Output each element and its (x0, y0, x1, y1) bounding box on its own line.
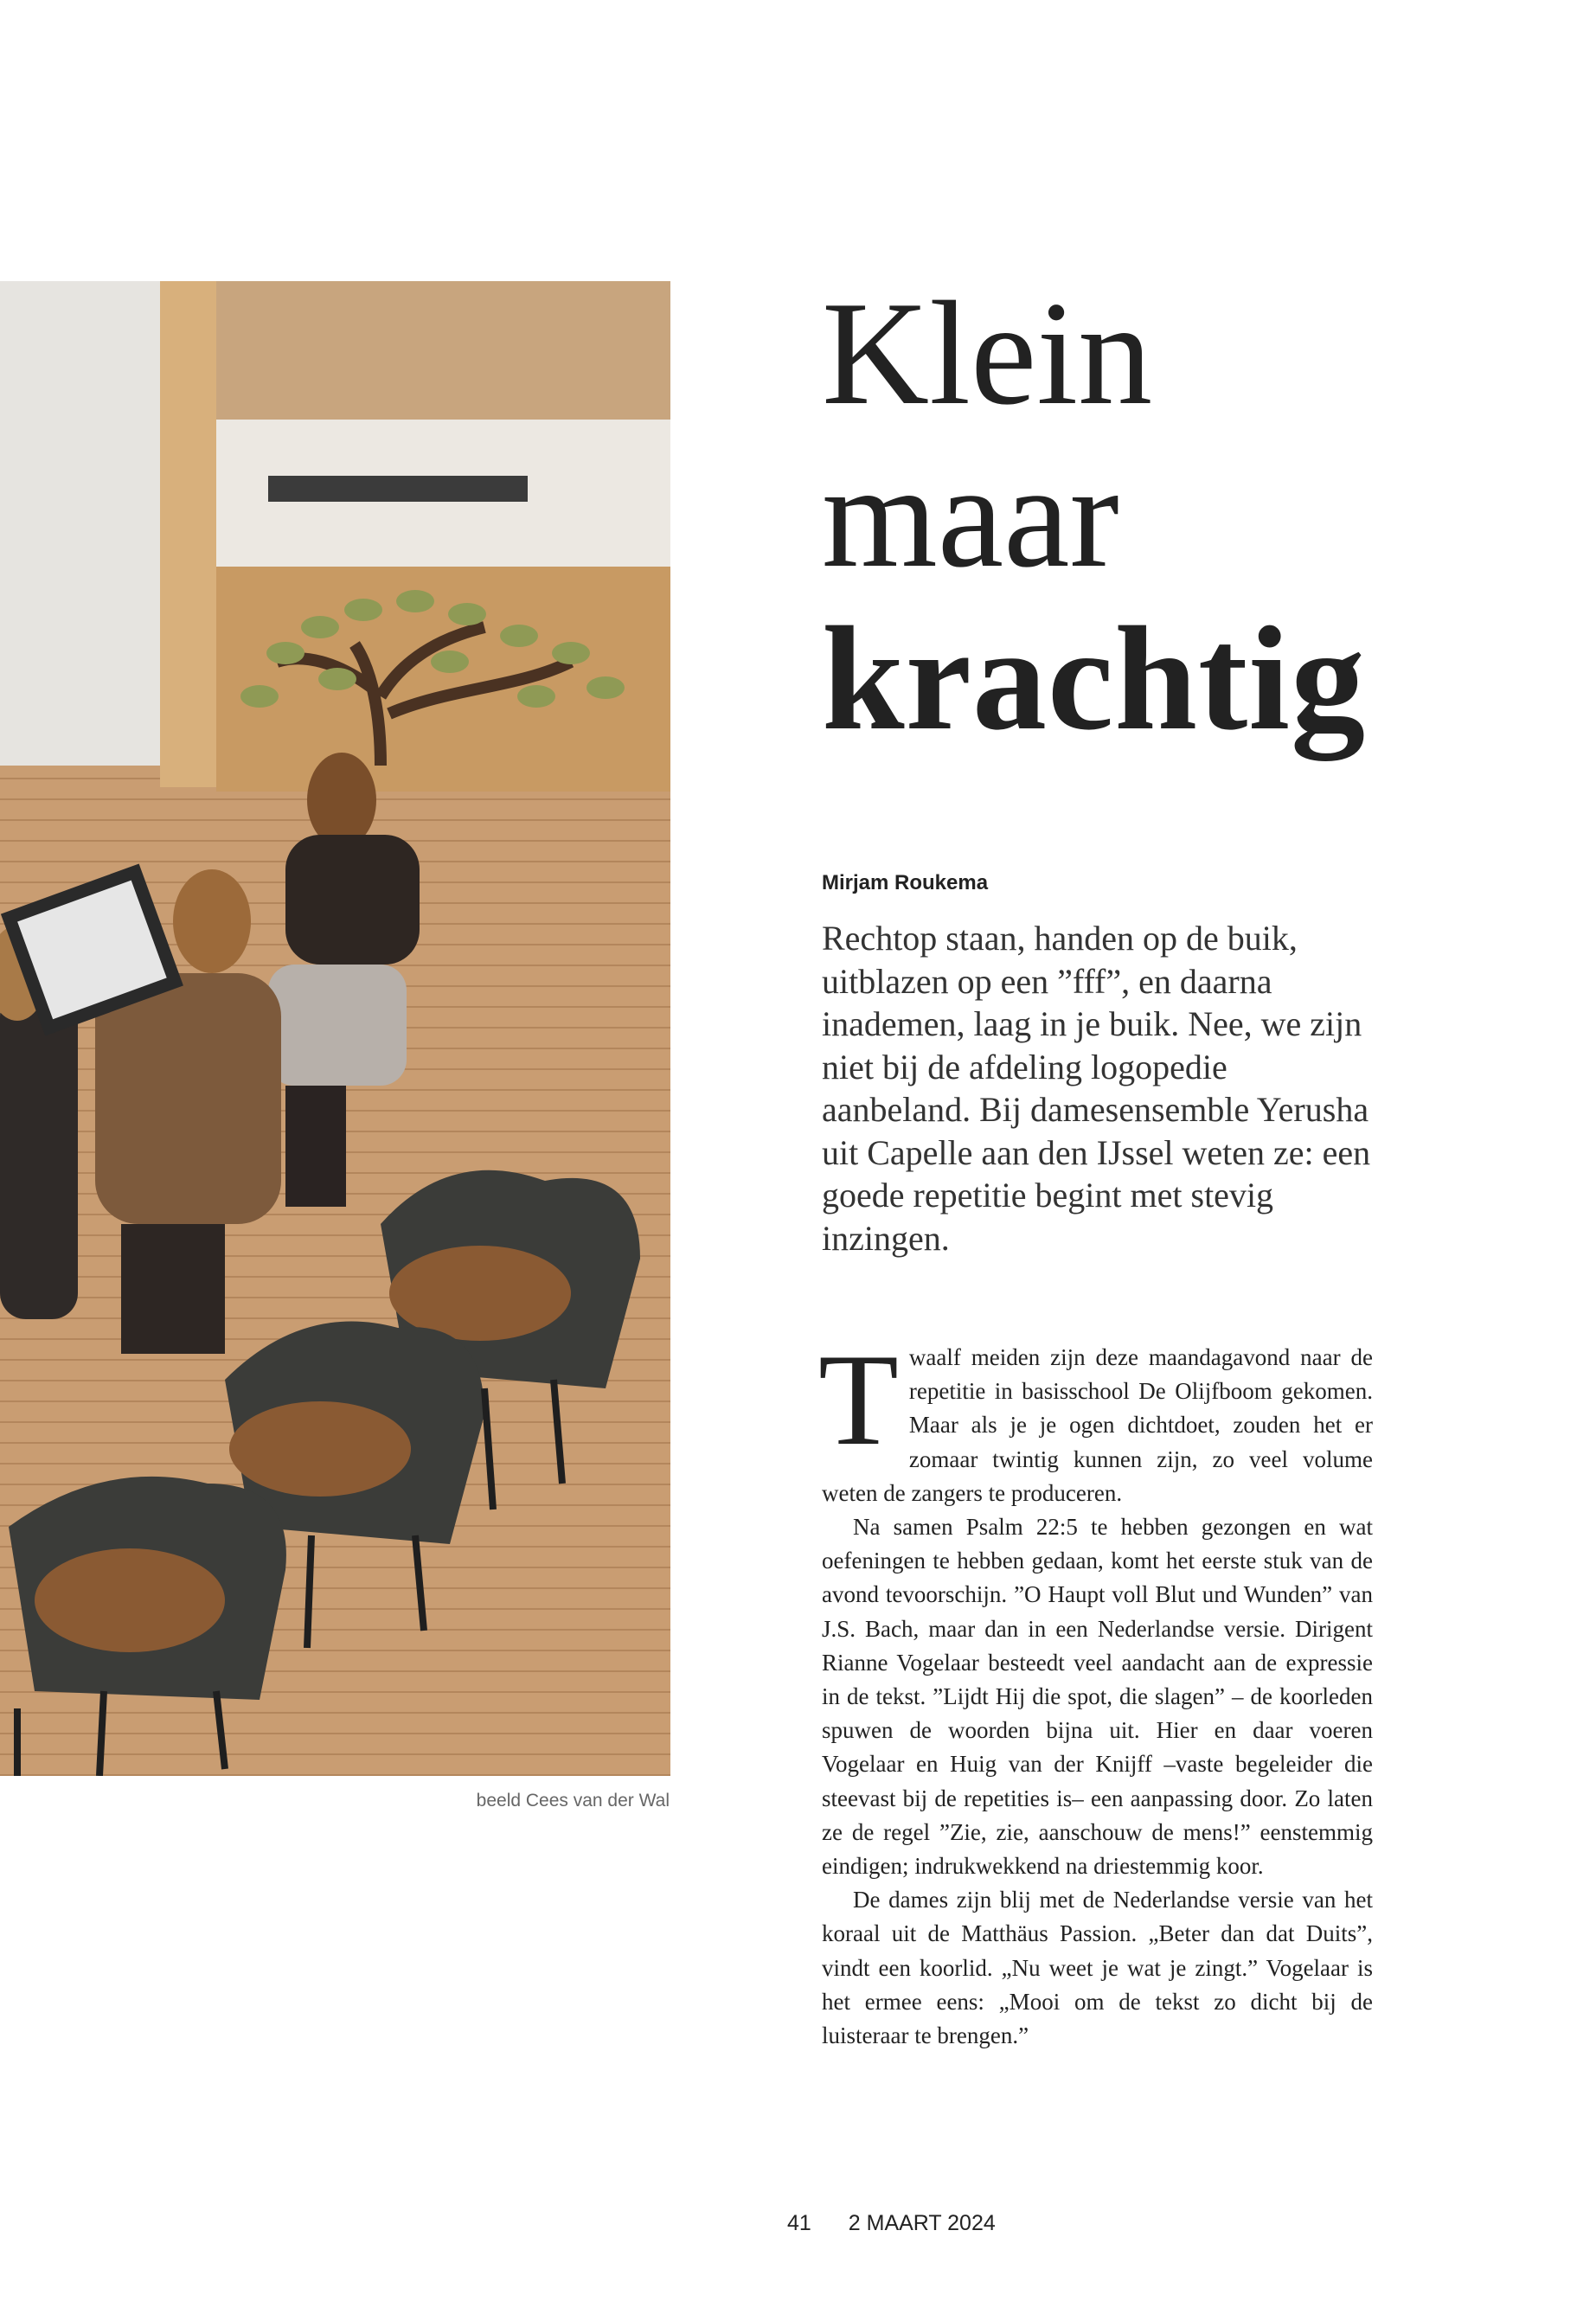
title-line-3: krachtig (822, 597, 1367, 761)
photo-credit: beeld Cees van der Wal (476, 1791, 670, 1811)
lead-paragraph: Rechtop staan, handen op de buik, uitblazen op een ”fff”, en daarna inademen, laag in je buik. Nee, we zijn niet bij de afdeling logopedie aanbeland. Bij damesensemble Yerusha uit Capelle aan den IJssel weten ze: een goede repetitie begint met stevig inzingen. (822, 919, 1371, 1258)
article-photo (0, 281, 670, 1776)
article-title (822, 272, 1566, 760)
body-paragraph-2: Na samen Psalm 22:5 te hebben gezongen en wat oefeningen te hebben gedaan, komt het eerste stuk van de avond tevoorschijn. ”O Haupt voll Blut und Wunden” van J.S. Bach, maar dan in een Nederlandse versie. Dirigent Rianne Vogelaar besteedt veel aandacht aan de expressie in de tekst. ”Lijdt Hij die spot, die slagen” – de koorleden spuwen de woorden bijna uit. Hier en daar voeren Vogelaar en Huig van der Knijff –vaste begeleider die steevast bij de repetities is– een aanpassing door. Zo laten ze de regel ”Zie, zie, aanschouw de mens!” eenstemmig eindigen; indrukwekkend na driestemmig koor. (822, 1514, 1373, 1880)
title-line-2: maar (822, 434, 1119, 599)
issue-date: 2 MAART 2024 (848, 2211, 996, 2235)
drop-cap: T (818, 1327, 899, 1472)
choir-rehearsal-photo (0, 281, 670, 1776)
title-line-1: Klein (822, 272, 1153, 436)
body-paragraph-1-text: waalf meiden zijn deze maandagavond naar de repetitie in basisschool De Olijfboom gekomen. Maar als je je ogen dichtdoet, zouden het er zomaar twintig kunnen zijn, zo veel volume weten de zangers te produceren. (822, 1344, 1373, 1506)
article-body (818, 1327, 1373, 2053)
page-footer (787, 2211, 996, 2236)
body-paragraph-3: De dames zijn blij met de Nederlandse versie van het koraal uit de Matthäus Passion. „Beter dan dat Duits”, vindt een koorlid. „Nu weet je wat je zingt.” Vogelaar is het ermee eens: „Mooi om de tekst zo dicht bij de luisteraar te brengen.” (822, 1887, 1373, 2049)
body-paragraph-1 (818, 1327, 1373, 1510)
author-byline: Mirjam Roukema (822, 871, 989, 894)
page-number: 41 (787, 2211, 811, 2235)
